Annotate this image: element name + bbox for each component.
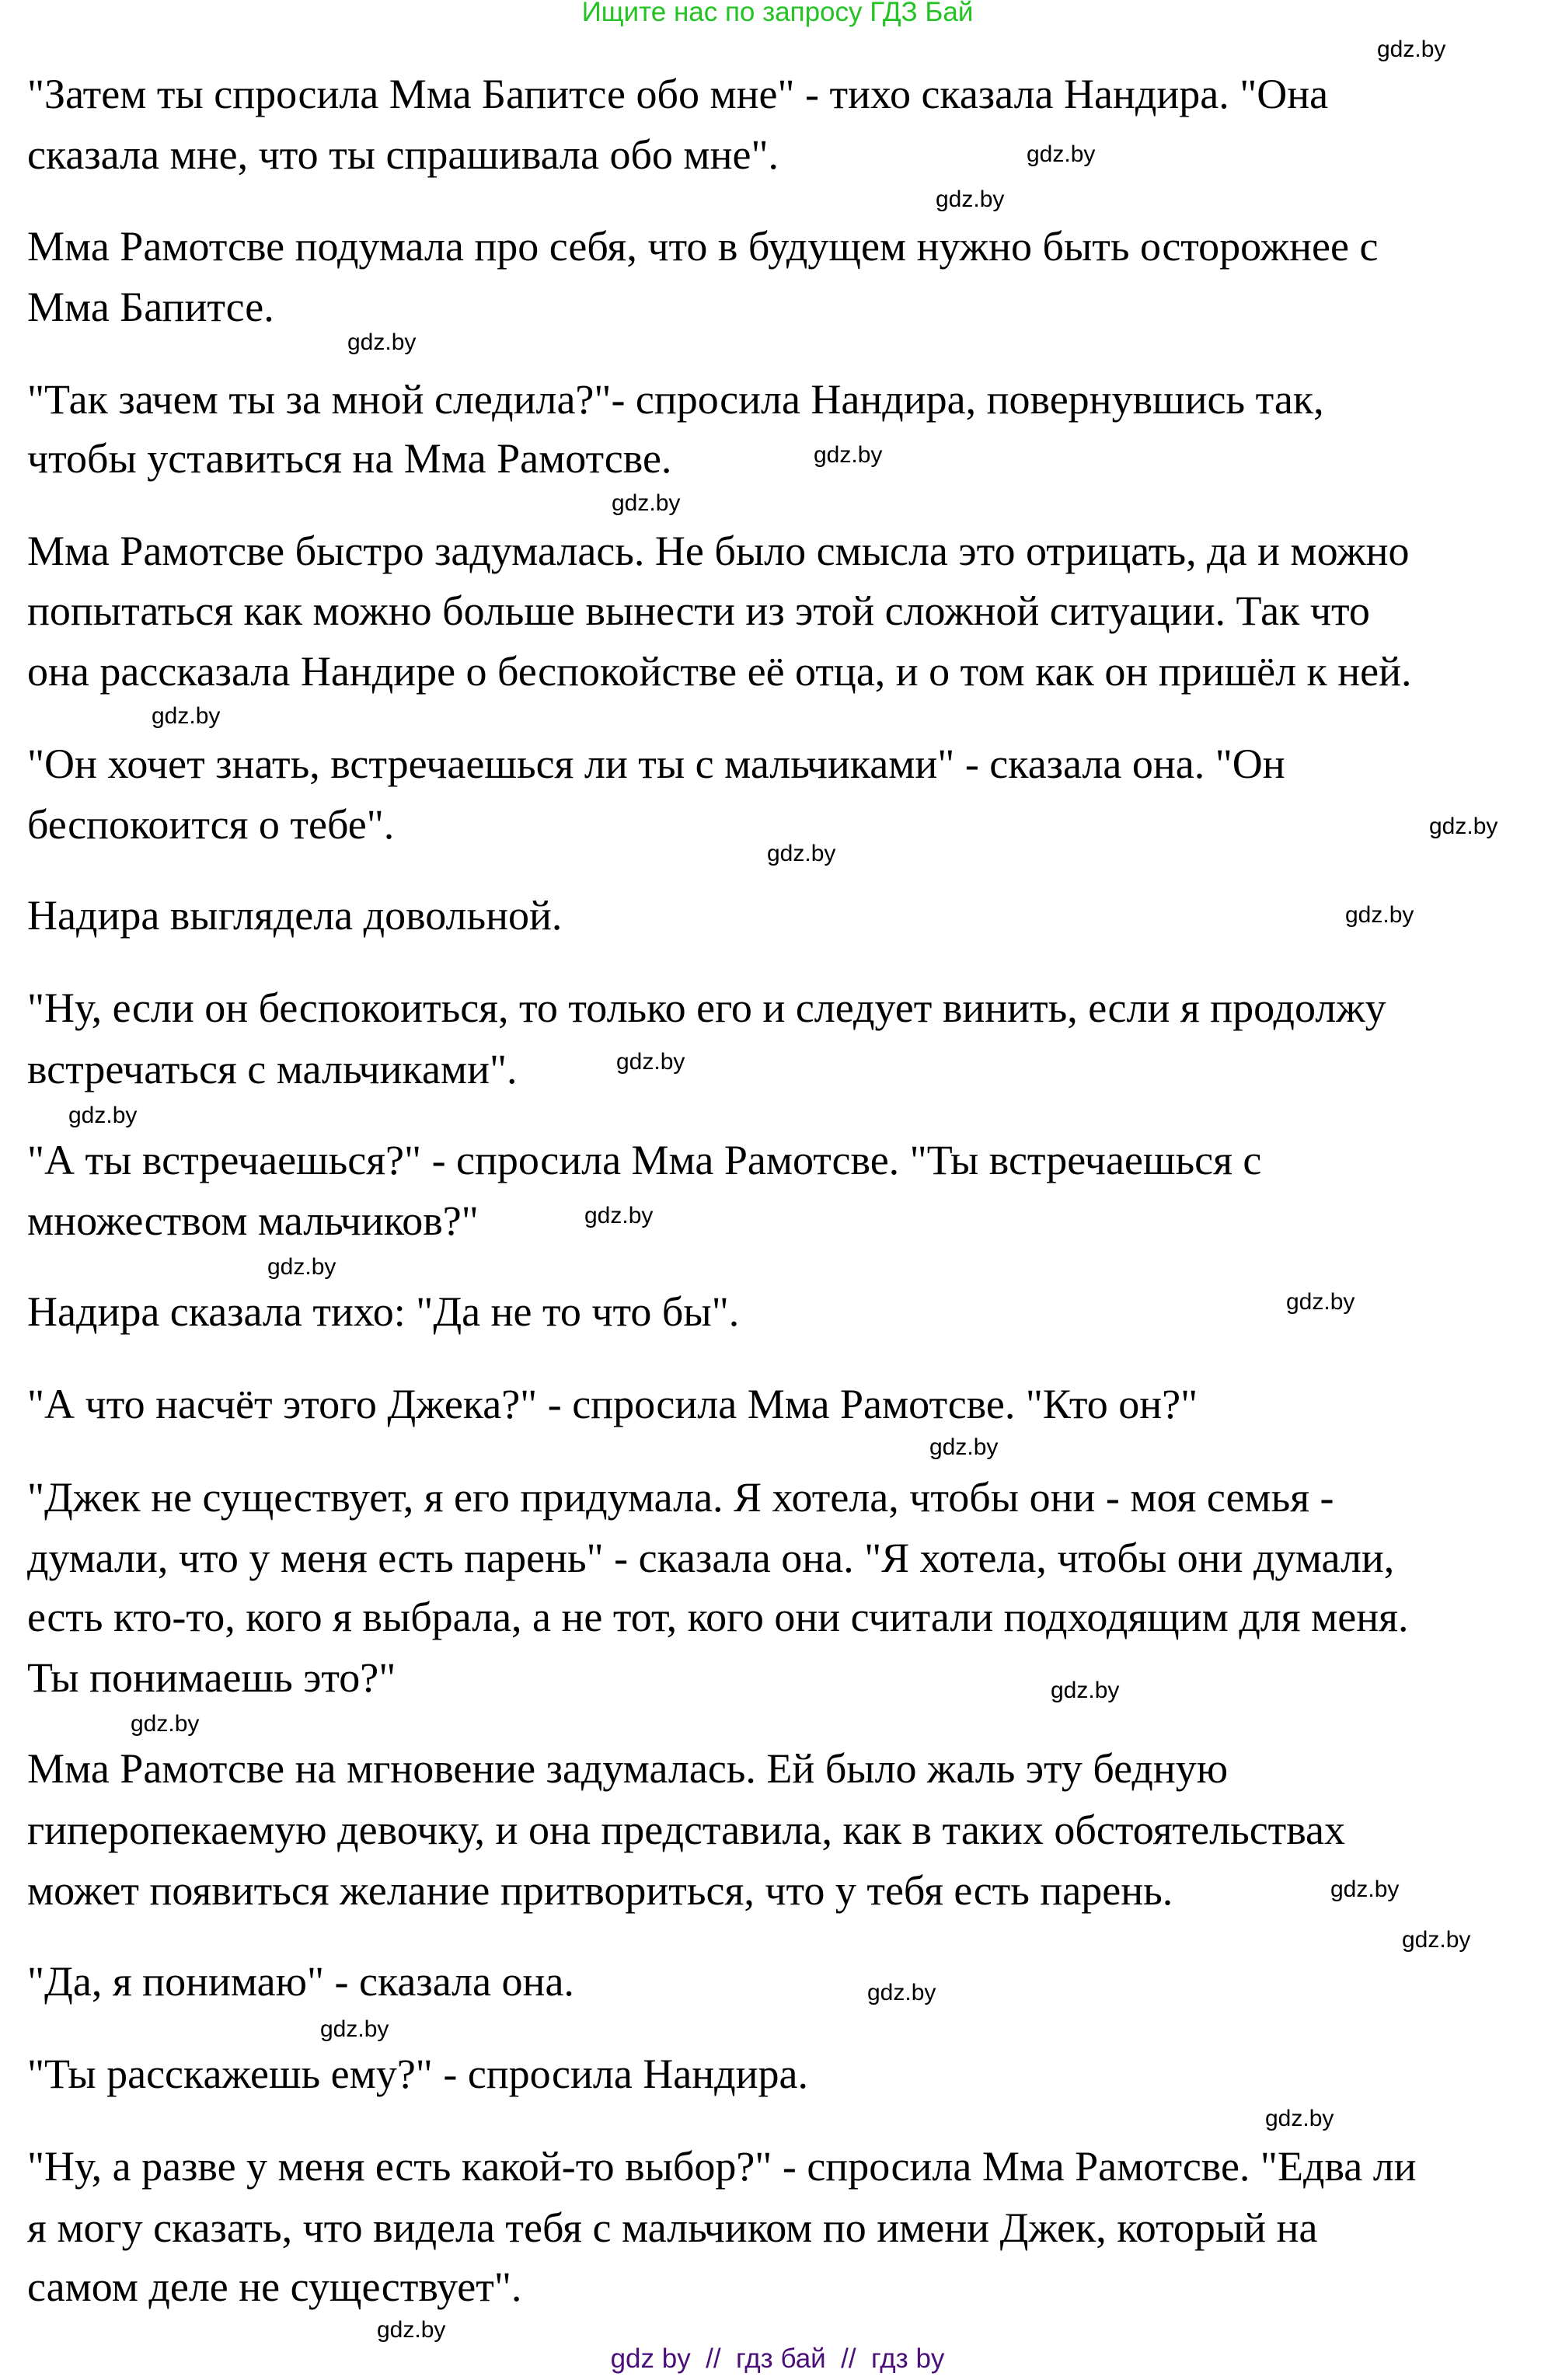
watermark: gdz.by: [584, 1203, 654, 1228]
watermark: gdz.by: [1402, 1927, 1471, 1953]
text-line: Мма Рамотсве быстро задумалась. Не было смысла это отрицать, да и можно: [27, 528, 1410, 574]
text-line: "Затем ты спросила Мма Бапитсе обо мне" - тихо сказала Нандира. "Она: [27, 71, 1329, 117]
watermark: gdz.by: [1286, 1289, 1355, 1315]
text-line: встречаться с мальчиками".: [27, 1046, 518, 1092]
text-line: может появиться желание притвориться, что у тебя есть парень.: [27, 1867, 1173, 1914]
watermark: gdz.by: [1377, 37, 1446, 62]
text-line: множеством мальчиков?": [27, 1197, 479, 1244]
watermark: gdz.by: [267, 1254, 336, 1280]
text-line: Надира выглядела довольной.: [27, 892, 563, 939]
watermark: gdz.by: [131, 1711, 200, 1737]
text-line: Ты понимаешь это?": [27, 1654, 396, 1701]
watermark: gdz.by: [1051, 1678, 1120, 1703]
watermark: gdz.by: [929, 1434, 999, 1460]
text-line: "Ну, если он беспокоиться, то только его и следует винить, если я продолжу: [27, 984, 1386, 1031]
text-line: самом деле не существует".: [27, 2263, 522, 2310]
footer-banner: gdz by // гдз бай // гдз by: [610, 2343, 945, 2374]
watermark: gdz.by: [1265, 2106, 1334, 2131]
text-line: "Джек не существует, я его придумала. Я хотела, чтобы они - моя семья -: [27, 1474, 1334, 1521]
watermark: gdz.by: [814, 442, 883, 468]
text-line: Надира сказала тихо: "Да не то что бы".: [27, 1288, 740, 1335]
text-line: Мма Рамотсве подумала про себя, что в будущем нужно быть осторожнее с: [27, 223, 1379, 270]
text-line: гиперопекаемую девочку, и она представила, как в таких обстоятельствах: [27, 1807, 1346, 1853]
watermark: gdz.by: [612, 490, 681, 516]
watermark: gdz.by: [867, 1980, 936, 2005]
text-line: она рассказала Нандире о беспокойстве её отца, и о том как он пришёл к ней.: [27, 648, 1412, 695]
text-line: "А что насчёт этого Джека?" - спросила Мма Рамотсве. "Кто он?": [27, 1381, 1198, 1427]
watermark: gdz.by: [152, 703, 221, 729]
text-line: "Ну, а разве у меня есть какой-то выбор?" - спросила Мма Рамотсве. "Едва ли: [27, 2143, 1417, 2190]
text-line: есть кто-то, кого я выбрала, а не тот, кого они считали подходящим для меня.: [27, 1594, 1409, 1640]
watermark: gdz.by: [347, 329, 417, 355]
text-line: беспокоится о тебе".: [27, 801, 395, 848]
text-line: Мма Рамотсве на мгновение задумалась. Ей было жаль эту бедную: [27, 1745, 1229, 1792]
text-line: "Так зачем ты за мной следила?"- спросила Нандира, повернувшись так,: [27, 376, 1324, 423]
watermark: gdz.by: [1027, 141, 1096, 167]
watermark: gdz.by: [1345, 902, 1414, 928]
watermark: gdz.by: [616, 1049, 685, 1075]
text-line: "Ты расскажешь ему?" - спросила Нандира.: [27, 2051, 809, 2097]
text-line: попытаться как можно больше вынести из этой сложной ситуации. Так что: [27, 587, 1370, 634]
text-line: Мма Бапитсе.: [27, 284, 274, 330]
watermark: gdz.by: [767, 841, 836, 866]
header-banner: Ищите нас по запросу ГДЗ Бай: [581, 0, 974, 27]
watermark: gdz.by: [68, 1103, 138, 1128]
text-line: "Он хочет знать, встречаешься ли ты с мальчиками" - сказала она. "Он: [27, 740, 1285, 787]
text-line: "А ты встречаешься?" - спросила Мма Рамотсве. "Ты встречаешься с: [27, 1137, 1262, 1183]
text-line: думали, что у меня есть парень" - сказала она. "Я хотела, чтобы они думали,: [27, 1535, 1395, 1581]
watermark: gdz.by: [1330, 1876, 1400, 1902]
watermark: gdz.by: [320, 2016, 389, 2042]
text-line: сказала мне, что ты спрашивала обо мне".: [27, 131, 779, 178]
text-line: чтобы уставиться на Мма Рамотсве.: [27, 435, 672, 482]
text-line: "Да, я понимаю" - сказала она.: [27, 1958, 574, 2005]
watermark: gdz.by: [377, 2317, 446, 2343]
watermark: gdz.by: [936, 186, 1005, 212]
text-line: я могу сказать, что видела тебя с мальчиком по имени Джек, который на: [27, 2204, 1318, 2251]
watermark: gdz.by: [1429, 814, 1498, 839]
